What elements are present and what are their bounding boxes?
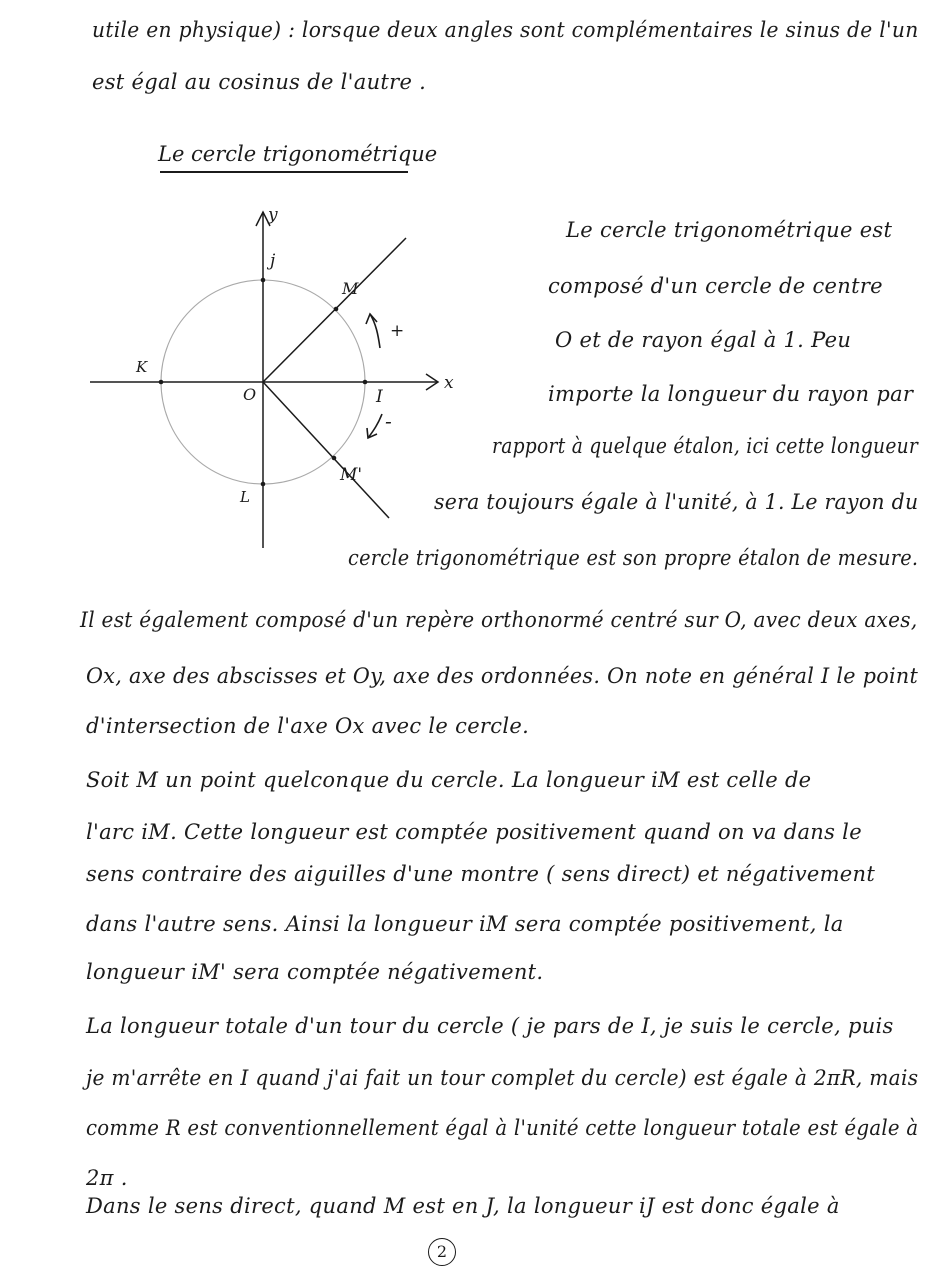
text-line: comme R est conventionnellement égal à l'unité cette longueur totale est égale à bbox=[86, 1116, 919, 1140]
label-m: M bbox=[342, 279, 359, 298]
text-line: cercle trigonométrique est son propre étalon de mesure. bbox=[348, 546, 919, 570]
text-line: Dans le sens direct, quand M est en J, la longueur iJ est donc égale à bbox=[86, 1194, 840, 1218]
text-line: longueur iM' sera comptée négativement. bbox=[86, 960, 544, 984]
label-j: j bbox=[270, 251, 276, 271]
text-line: O et de rayon égal à 1. Peu bbox=[555, 328, 852, 352]
label-plus: + bbox=[390, 321, 405, 341]
heading-underline bbox=[160, 171, 408, 173]
text-line: 2π . bbox=[86, 1166, 128, 1190]
text-line: utile en physique) : lorsque deux angles sont complémentaires le sinus de l'un bbox=[92, 18, 919, 42]
text-line: l'arc iM. Cette longueur est comptée positivement quand on va dans le bbox=[86, 820, 862, 844]
point-m-prime bbox=[332, 456, 337, 461]
ray-om-prime bbox=[263, 382, 389, 518]
text-line: composé d'un cercle de centre bbox=[548, 274, 883, 298]
text-line: dans l'autre sens. Ainsi la longueur iM sera comptée positivement, la bbox=[86, 912, 844, 936]
text-line: sera toujours égale à l'unité, à 1. Le rayon du bbox=[434, 490, 919, 514]
point-j bbox=[261, 278, 266, 283]
text-line: est égal au cosinus de l'autre . bbox=[92, 70, 427, 94]
text-line: La longueur totale d'un tour du cercle ( je pars de I, je suis le cercle, puis bbox=[86, 1014, 894, 1038]
label-o: O bbox=[243, 385, 257, 404]
point-i bbox=[363, 380, 368, 385]
point-m bbox=[334, 307, 339, 312]
label-i: I bbox=[376, 387, 383, 407]
label-l: L bbox=[240, 488, 250, 506]
section-heading: Le cercle trigonométrique bbox=[158, 142, 438, 166]
page-number: 2 bbox=[428, 1238, 456, 1266]
text-line: je m'arrête en I quand j'ai fait un tour complet du cercle) est égale à 2πR, mais bbox=[86, 1066, 919, 1090]
point-l bbox=[261, 482, 266, 487]
point-k bbox=[159, 380, 164, 385]
label-m-prime: M' bbox=[340, 465, 363, 485]
text-line: d'intersection de l'axe Ox avec le cercle. bbox=[86, 714, 530, 738]
text-line: Ox, axe des abscisses et Oy, axe des ordonnées. On note en général I le point bbox=[86, 664, 919, 688]
label-minus: - bbox=[385, 409, 392, 433]
positive-arrow-head bbox=[366, 314, 377, 324]
label-k: K bbox=[136, 358, 148, 376]
trigonometric-circle-figure bbox=[80, 200, 460, 560]
label-x: x bbox=[444, 373, 454, 393]
text-line: rapport à quelque étalon, ici cette longueur bbox=[492, 434, 919, 458]
text-line: sens contraire des aiguilles d'une montre ( sens direct) et négativement bbox=[86, 862, 876, 886]
text-line: Il est également composé d'un repère orthonormé centré sur O, avec deux axes, bbox=[80, 608, 918, 632]
text-line: importe la longueur du rayon par bbox=[548, 382, 914, 406]
text-line: Le cercle trigonométrique est bbox=[566, 218, 893, 242]
label-y: y bbox=[268, 205, 278, 225]
text-line: Soit M un point quelconque du cercle. La longueur iM est celle de bbox=[86, 768, 812, 792]
